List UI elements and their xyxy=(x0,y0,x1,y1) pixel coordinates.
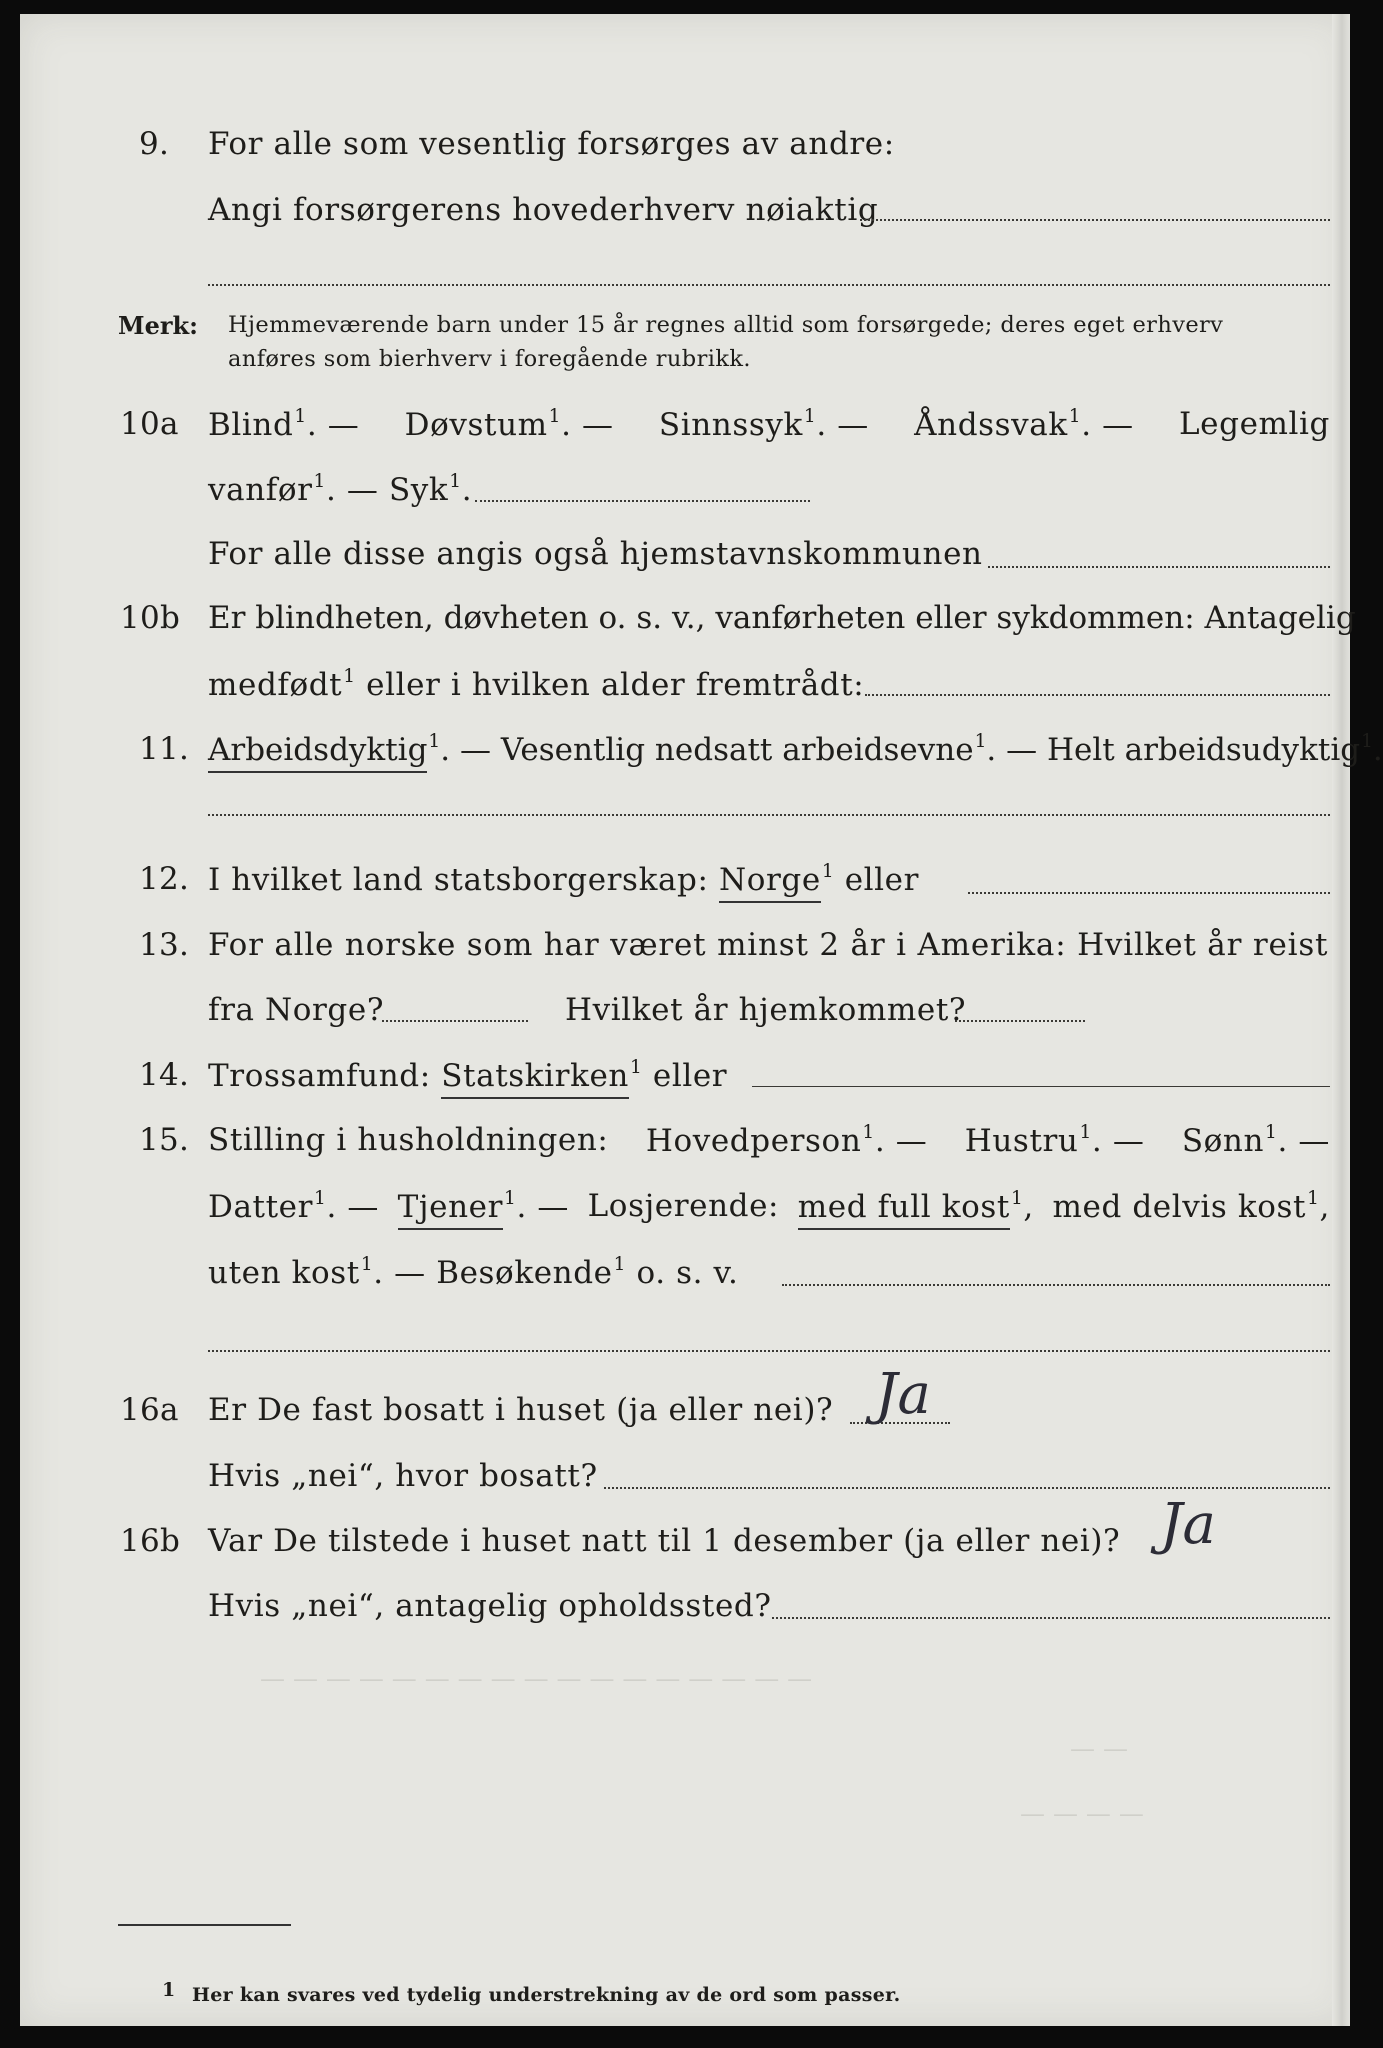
option-vanfor: vanfør$^1$. — xyxy=(208,471,389,509)
option-delvis-kost: med delvis kost$^1$, xyxy=(1052,1188,1330,1226)
option-sonn: Sønn$^1$. — xyxy=(1181,1122,1330,1160)
option-full-kost-selected: med full kost$^1$, xyxy=(798,1188,1034,1225)
answer-line-13-reist[interactable] xyxy=(382,1020,528,1022)
option-datter: Datter$^1$. — xyxy=(208,1188,379,1226)
note-text-line2: anføres som bierhverv i foregående rubrikk. xyxy=(228,346,751,372)
handwritten-answer-16a: Ja xyxy=(875,1362,931,1427)
question-13-fra-norge: fra Norge? xyxy=(208,992,385,1028)
note-label: Merk: xyxy=(118,311,198,340)
item-number: 16b xyxy=(120,1523,181,1559)
answer-line-12[interactable] xyxy=(968,892,1330,894)
option-dovstum: Døvstum$^1$. — xyxy=(404,406,614,444)
note-text-line1: Hjemmeværende barn under 15 år regnes alltid som forsørgede; deres eget erhverv xyxy=(228,312,1224,338)
question-10a-options xyxy=(208,406,1330,443)
answer-line-16b[interactable] xyxy=(772,1617,1330,1619)
item-number: 10b xyxy=(120,600,181,636)
answer-line-9b[interactable] xyxy=(208,284,1330,286)
option-andssvak: Åndssvak$^1$. — xyxy=(914,406,1134,444)
answer-line-16a-bosatt[interactable] xyxy=(604,1487,1330,1489)
question-15-line3 xyxy=(208,1254,738,1291)
question-11-options: Arbeidsdyktig$^1$. — Vesentlig nedsatt arbeidsevne$^1$. — Helt arbeidsudyktig$^1$. xyxy=(208,731,1383,768)
answer-line-10a-kommune[interactable] xyxy=(988,566,1330,568)
question-16b-line2: Hvis „nei“, antagelig opholdssted? xyxy=(208,1588,772,1624)
option-vesentlig-nedsatt: Vesentlig nedsatt arbeidsevne xyxy=(500,732,974,769)
question-16a-line1: Er De fast bosatt i huset (ja eller nei)? xyxy=(208,1392,834,1428)
bleed-through-text: — — xyxy=(1070,1734,1128,1763)
answer-line-10a[interactable] xyxy=(475,500,810,502)
handwritten-answer-16b: Ja xyxy=(1160,1492,1216,1557)
option-statskirken-selected: Statskirken xyxy=(441,1058,629,1099)
item-number: 9. xyxy=(139,126,170,162)
footnote-rule xyxy=(118,1924,291,1926)
question-15-line2 xyxy=(208,1188,1330,1225)
question-10b-line1: Er blindheten, døvheten o. s. v., vanførheten eller sykdommen: Antagelig xyxy=(208,600,1356,636)
option-hovedperson: Hovedperson$^1$. — xyxy=(645,1122,928,1160)
question-14: Trossamfund: Statskirken$^1$ eller xyxy=(208,1057,727,1094)
option-legemlig: Legemlig xyxy=(1179,406,1330,442)
option-losjerende: Losjerende: xyxy=(587,1188,780,1224)
page-edge xyxy=(1332,14,1350,2026)
option-tjener-selected: Tjener$^1$. — xyxy=(398,1188,569,1225)
question-13-hjemkommet: Hvilket år hjemkommet? xyxy=(565,992,967,1028)
bleed-through-text: — — — — — — — — — — — — — — — — — xyxy=(260,1664,813,1693)
census-form-page xyxy=(20,14,1383,2026)
item-number: 11. xyxy=(139,731,190,767)
option-sinnssyk: Sinnssyk$^1$. — xyxy=(658,406,869,444)
footnote-text: Her kan svares ved tydelig understrekning av de ord som passer. xyxy=(192,1984,901,2006)
item-number: 10a xyxy=(120,406,179,442)
question-16a-line2: Hvis „nei“, hvor bosatt? xyxy=(208,1458,598,1494)
question-10a-line2 xyxy=(208,471,472,508)
option-arbeidsdyktig-selected: Arbeidsdyktig xyxy=(208,732,427,773)
option-blind: Blind$^1$. — xyxy=(208,406,360,444)
answer-line-11[interactable] xyxy=(208,814,1330,816)
answer-line-13-hjem[interactable] xyxy=(955,1020,1085,1022)
item-number: 16a xyxy=(120,1392,179,1428)
item-number: 14. xyxy=(139,1057,190,1093)
bleed-through-text: — — — — xyxy=(1020,1799,1144,1828)
option-hustru: Hustru$^1$. — xyxy=(964,1122,1145,1160)
question-12: I hvilket land statsborgerskap: Norge$^1$ eller xyxy=(208,861,919,898)
question-9-heading: For alle som vesentlig forsørges av andre: xyxy=(208,126,895,162)
question-10a-line3: For alle disse angis også hjemstavnskommunen xyxy=(208,536,983,572)
question-16b-line1: Var De tilstede i huset natt til 1 desember (ja eller nei)? xyxy=(208,1523,1121,1559)
question-10b-line2: medfødt$^1$ eller i hvilken alder fremtrådt: xyxy=(208,666,865,704)
option-syk: Syk$^1$. xyxy=(388,471,473,509)
answer-line-14[interactable] xyxy=(752,1086,1330,1087)
option-helt-arbeidsudyktig: Helt arbeidsudyktig xyxy=(1046,732,1361,769)
item-number: 12. xyxy=(139,861,190,897)
option-besokende: Besøkende$^1$ o. s. v. xyxy=(436,1254,739,1292)
footnote-marker: 1 xyxy=(162,1979,176,2001)
answer-line-10b[interactable] xyxy=(865,694,1330,696)
answer-line-15[interactable] xyxy=(782,1284,1330,1286)
option-uten-kost: uten kost$^1$. — xyxy=(208,1254,437,1292)
item-number: 15. xyxy=(139,1122,190,1158)
item-number: 13. xyxy=(139,927,190,963)
question-9-text: Angi forsørgerens hovederhverv nøiaktig xyxy=(208,192,879,228)
answer-line-15b[interactable] xyxy=(208,1350,1330,1352)
option-norge-selected: Norge xyxy=(719,862,821,903)
question-13-line1: For alle norske som har været minst 2 år i Amerika: Hvilket år reist xyxy=(208,927,1329,963)
answer-line-9[interactable] xyxy=(860,219,1330,221)
question-15-line1: Stilling i husholdningen: Hovedperson$^1$. — Hustru$^1$. — Sønn$^1$. — xyxy=(208,1122,1330,1160)
